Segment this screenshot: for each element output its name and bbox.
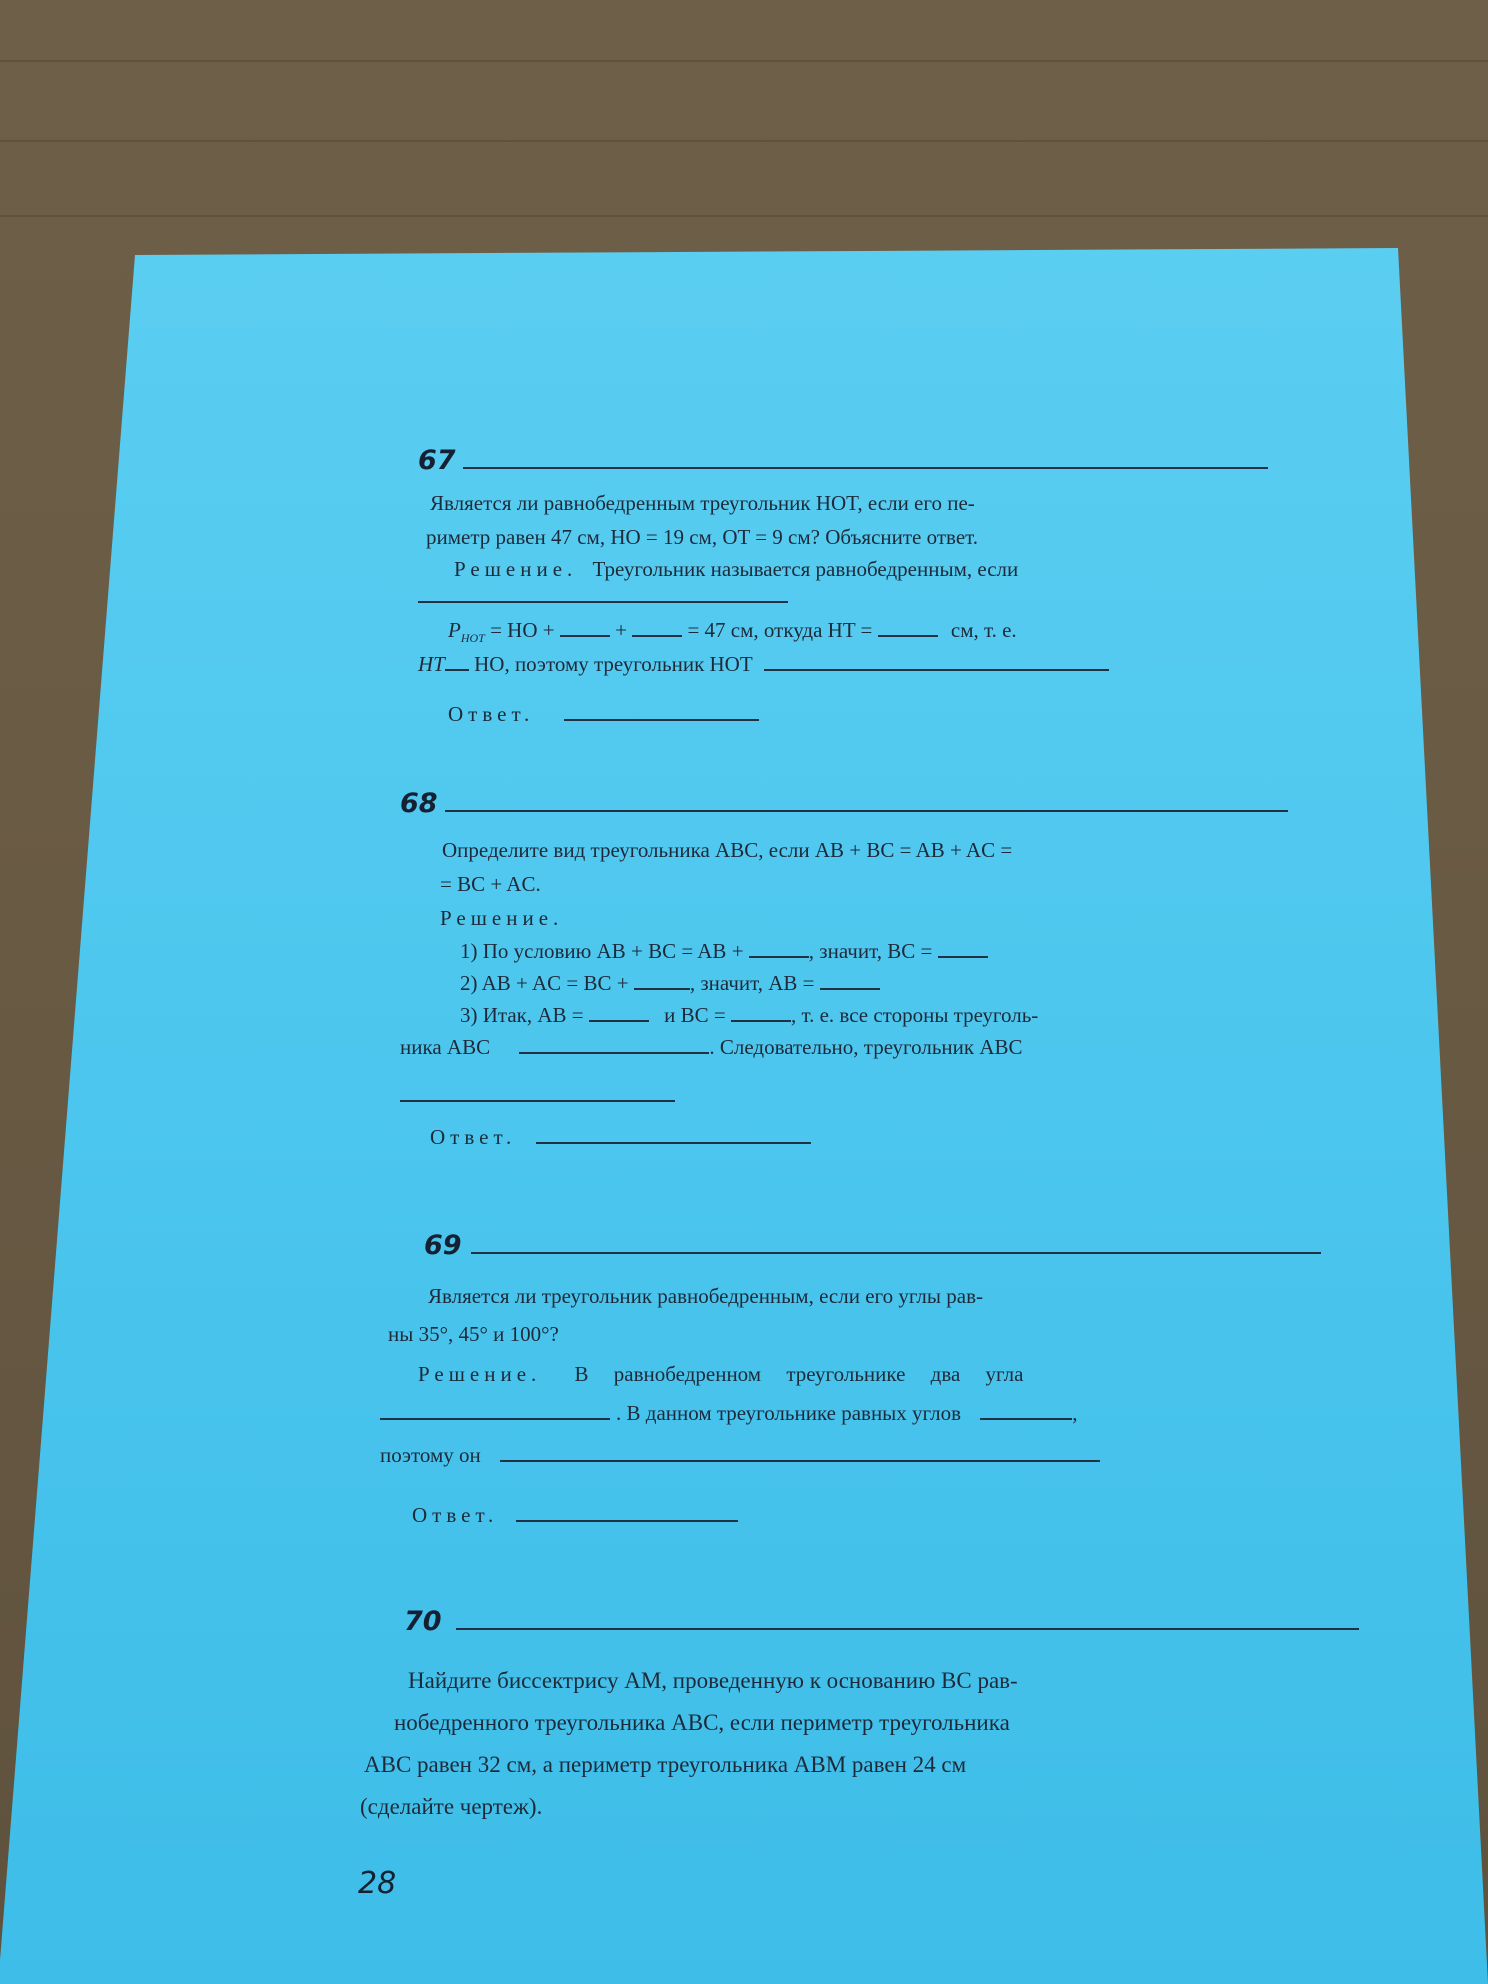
solution-label: Решение. <box>418 1362 542 1386</box>
exercise-divider <box>463 467 1268 469</box>
page-number: 28 <box>358 1866 397 1901</box>
problem-line: = BC + AC. <box>440 872 541 896</box>
answer-line <box>430 1124 811 1150</box>
answer-blank[interactable] <box>764 651 1109 671</box>
answer-blank[interactable] <box>516 1502 738 1522</box>
answer-blank[interactable] <box>445 651 469 671</box>
exercise-67 <box>418 445 1268 745</box>
problem-line: Является ли треугольник равнобедренным, если его углы рав- <box>428 1284 983 1308</box>
problem-line: Найдите биссектрису AM, проведенную к основанию BC рав- <box>408 1668 1018 1693</box>
answer-blank[interactable] <box>820 970 880 990</box>
solution-line: . В данном треугольнике равных углов , <box>380 1400 1077 1426</box>
exercise-number: 68 <box>400 788 438 819</box>
answer-label: Ответ. <box>448 702 535 726</box>
answer-blank[interactable] <box>980 1400 1072 1420</box>
exercise-number: 67 <box>418 445 456 476</box>
answer-blank[interactable] <box>731 1002 791 1022</box>
exercise-number: 70 <box>404 1606 442 1637</box>
solution-line: поэтому он <box>380 1442 1100 1468</box>
answer-blank[interactable] <box>560 617 610 637</box>
solution-line: HT HO, поэтому треугольник HOT <box>418 651 1109 677</box>
solution-line: Решение. В равнобедренном треугольнике два угла <box>418 1362 1024 1386</box>
solution-step: 1) По условию AB + BC = AB + , значит, BC = <box>460 938 988 964</box>
answer-blank[interactable] <box>500 1442 1100 1462</box>
problem-line: риметр равен 47 см, HO = 19 см, OT = 9 см? Объясните ответ. <box>426 525 978 549</box>
answer-blank[interactable] <box>564 701 759 721</box>
answer-blank[interactable] <box>634 970 690 990</box>
answer-label: Ответ. <box>430 1125 517 1149</box>
problem-line: Определите вид треугольника ABC, если AB + BC = AB + AC = <box>442 838 1013 862</box>
solution-line: $P_{HOT}$ = HO + + = 47 см, откуда HT = см, т. е. <box>448 618 1017 646</box>
exercise-70 <box>360 1606 1364 1846</box>
exercise-divider <box>445 810 1288 812</box>
exercise-divider <box>471 1252 1321 1254</box>
answer-blank[interactable] <box>632 617 682 637</box>
answer-blank[interactable] <box>536 1124 811 1144</box>
answer-blank[interactable] <box>380 1400 610 1420</box>
exercise-number: 69 <box>424 1230 462 1261</box>
exercise-68 <box>400 788 1290 1168</box>
solution-label: Решение. <box>440 906 564 930</box>
exercise-divider <box>456 1628 1359 1630</box>
solution-line: Решение. Треугольник называется равнобедренным, если <box>454 557 1019 581</box>
solution-label: Решение. <box>454 557 578 581</box>
answer-blank[interactable] <box>938 938 988 958</box>
problem-line: (сделайте чертеж). <box>360 1794 543 1819</box>
answer-blank[interactable] <box>519 1034 709 1054</box>
problem-line: нобедренного треугольника ABC, если периметр треугольника <box>394 1710 1010 1735</box>
answer-blank[interactable] <box>418 601 788 603</box>
answer-label: Ответ. <box>412 1503 499 1527</box>
solution-step: 3) Итак, AB = и BC = , т. е. все стороны треуголь- <box>460 1003 1039 1027</box>
answer-blank[interactable] <box>400 1100 675 1102</box>
solution-step: ника ABC . Следовательно, треугольник ABC <box>400 1035 1023 1059</box>
problem-line: ABC равен 32 см, а периметр треугольника ABM равен 24 см <box>364 1752 967 1777</box>
exercise-69 <box>380 1230 1324 1560</box>
answer-line <box>448 701 759 727</box>
answer-blank[interactable] <box>878 617 938 637</box>
problem-line: Является ли равнобедренным треугольник HOT, если его пе- <box>430 491 975 515</box>
answer-line <box>412 1502 738 1528</box>
answer-blank[interactable] <box>589 1002 649 1022</box>
solution-step: 2) AB + AC = BC + , значит, AB = <box>460 970 880 996</box>
answer-blank[interactable] <box>749 938 809 958</box>
problem-line: ны 35°, 45° и 100°? <box>388 1322 559 1346</box>
